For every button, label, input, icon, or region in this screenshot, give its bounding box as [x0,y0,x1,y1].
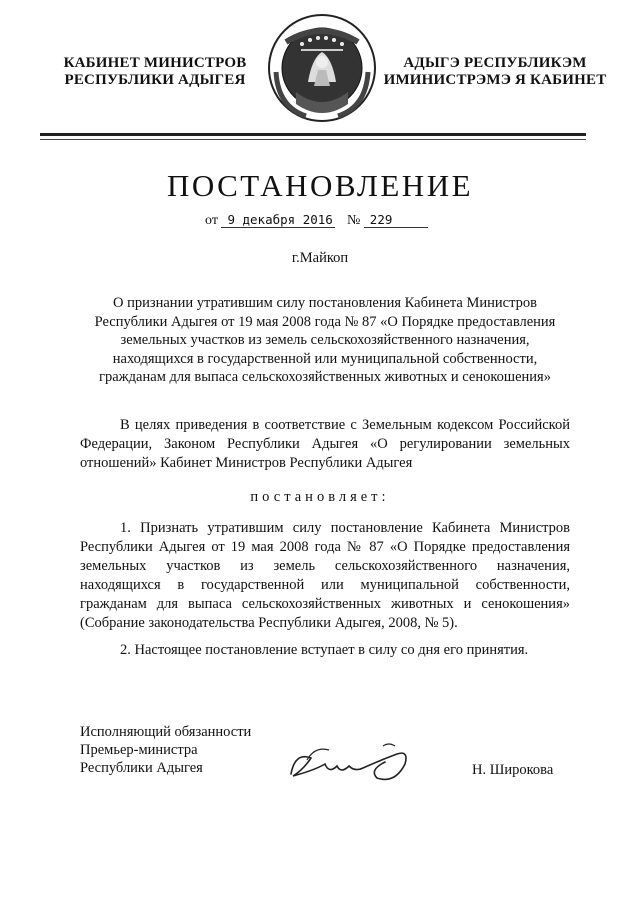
item-1-paragraph: 1. Признать утратившим силу постановление Кабинета Министров Республики Адыгея от 19 мая 2008 года № 87 «О Порядке предоставления земельных участков из земель сельскохозяйственного назначения, находящихся в государственной или муниципальной собственности, гражданам для выпаса сельскохозяйственных животных и сенокошения» (Собрание законодательства Республики Адыгея, 2008, № 5). [80,520,570,631]
decree-word: постановляет: [250,489,390,505]
number-prefix: № [346,213,361,228]
issuer-name-russian [40,55,270,89]
coat-of-arms-emblem [266,12,378,124]
date-value: 9 декабря 2016 [221,212,335,228]
document-subject: О признании утратившим силу постановления Кабинета Министров Республики Адыгея от 19 мая 2008 года № 87 «О Порядке предоставления земельных участков из земель сельскохозяйственного назначения, находящихся в государственной или муниципальной собственности, гражданам для выпаса сельскохозяйственных животных и сенокошения» [94,295,556,385]
issuer-line-1-adyghe: АДЫГЭ РЕСПУБЛИКЭМ [403,55,587,71]
signatory-title-line-1: Исполняющий обязанности [80,724,252,740]
issuer-line-1: КАБИНЕТ МИНИСТРОВ [63,55,247,71]
signatory-title [80,723,251,777]
preamble-paragraph: В целях приведения в соответствие с Земельным кодексом Российской Федерации, Законом Республики Адыгея «О регулировании земельных отношений» Кабинет Министров Республики Адыгея [80,417,570,471]
handwritten-signature [285,740,415,788]
signatory-title-line-2: Премьер-министра [80,742,198,758]
issuer-line-2: РЕСПУБЛИКИ АДЫГЕЯ [64,72,246,88]
date-prefix: от [205,213,218,228]
date-number-line [205,212,428,229]
number-value: 229 [364,212,428,228]
signatory-title-line-3: Республики Адыгея [80,760,203,776]
header-divider-thick [40,133,586,136]
issuer-name-adyghe [375,55,615,89]
header-divider-thin [40,139,586,140]
document-title: ПОСТАНОВЛЕНИЕ [166,168,474,203]
city: г.Майкоп [291,250,349,266]
item-2-paragraph: 2. Настоящее постановление вступает в силу со дня его принятия. [120,642,529,658]
signatory-name: Н. Широкова [472,762,554,778]
issuer-line-2-adyghe: ИМИНИСТРЭМЭ Я КАБИНЕТ [383,72,607,88]
